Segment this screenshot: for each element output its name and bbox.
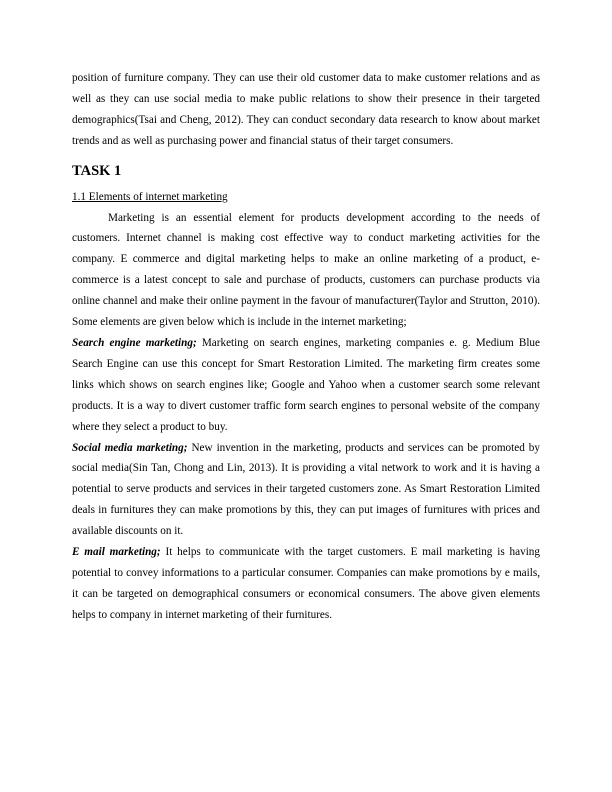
task-heading: TASK 1 [72, 162, 122, 179]
page-content [72, 68, 540, 626]
section-heading: 1.1 Elements of internet marketing [72, 190, 228, 203]
element-text: It helps to communicate with the target customers. E mail marketing is having potential to convey informations to a particular consumer. Companies can make promotions by e mails, it can be targeted on demographical consumers or economical consumers. The above given elements helps to company in internet marketing of their furnitures. [72, 546, 540, 621]
element-text: Marketing on search engines, marketing companies e. g. Medium Blue Search Engine can use this concept for Smart Restoration Limited. The marketing firm creates some links which shows on search engines like; Google and Yahoo when a customer search some relevant products. It is a way to divert customer traffic form search engines to personal website of the company where they select a product to buy. [72, 336, 540, 433]
element-email [72, 542, 540, 626]
element-text: New invention in the marketing, products and services can be promoted by social media(Sin Tan, Chong and Lin, 2013). It is providing a vital network to work and it is having a potential to serve products and services in their targeted customers zone. As Smart Restoration Limited deals in furnitures they can make promotions by this, they can put images of furnitures with prices and available discounts on it. [72, 441, 540, 538]
intro-paragraph: position of furniture company. They can use their old customer data to make customer relations and as well as they can use social media to make public relations to show their presence in their targeted demographics(Tsai and Cheng, 2012). They can conduct secondary data research to know about market trends and as well as purchasing power and financial status of their target consumers. [72, 72, 540, 147]
element-term: E mail marketing; [72, 546, 161, 559]
element-term: Search engine marketing; [72, 336, 197, 349]
marketing-paragraph: Marketing is an essential element for products development according to the needs of customers. Internet channel is making cost effective way to conduct marketing activities for the company. E commerce and digital marketing helps to make an online marketing of a product, e-commerce is a latest concept to sale and purchase of products, customers can purchase products via online channel and make their online payment in the favour of manufacturer(Taylor and Strutton, 2010). Some elements are given below which is include in the internet marketing; [72, 211, 540, 329]
element-social-media [72, 438, 540, 543]
element-search-engine [72, 333, 540, 438]
element-term: Social media marketing; [72, 441, 188, 454]
